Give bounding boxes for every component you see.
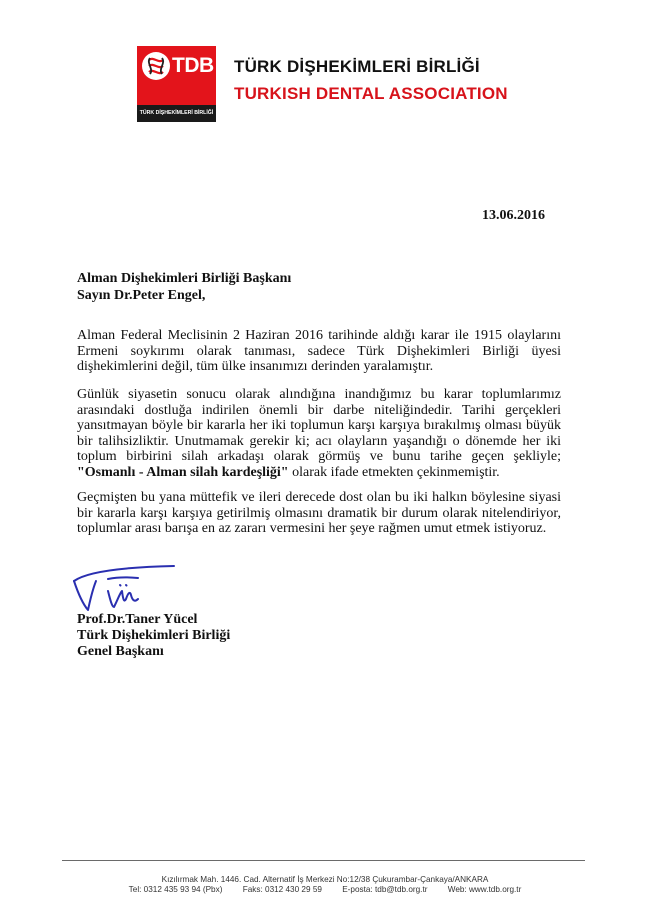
salutation: Sayın Dr.Peter Engel, [77, 288, 206, 303]
tdb-logo [137, 46, 216, 122]
organization-name-turkish: TÜRK DİŞHEKİMLERİ BİRLİĞİ [234, 57, 480, 76]
recipient-block [77, 270, 291, 304]
logo-abbreviation: TDB [172, 54, 214, 77]
signer-block [77, 612, 230, 660]
emphasized-quote: "Osmanlı - Alman silah kardeşliği" [77, 464, 289, 480]
footer-fax: Faks: 0312 430 29 59 [242, 885, 322, 894]
signer-position: Genel Başkanı [77, 644, 164, 659]
body-paragraph-2 [77, 387, 561, 481]
organization-name-english: TURKISH DENTAL ASSOCIATION [234, 84, 508, 103]
footer-phone: Tel: 0312 435 93 94 (Pbx) [128, 885, 223, 894]
footer-website[interactable]: Web: www.tdb.org.tr [447, 885, 522, 894]
paragraph-text: olarak ifade etmekten çekinmemiştir. [288, 464, 500, 480]
recipient-title: Alman Dişhekimleri Birliği Başkanı [77, 271, 292, 286]
letter-date: 13.06.2016 [482, 208, 545, 223]
signer-name: Prof.Dr.Taner Yücel [77, 612, 198, 627]
body-paragraph-1 [77, 328, 561, 375]
tdb-emblem-icon [141, 51, 171, 81]
footer-email[interactable]: E-posta: tdb@tdb.org.tr [342, 885, 428, 894]
body-paragraph-3 [77, 490, 561, 537]
paragraph-text: Günlük siyasetin sonucu olarak alındığına inandığımız bu karar toplumlarımız arasındaki dostluğa indirilen önemli bir darbe niteliğindedir. Tarihi gerçekleri yansıtmayan böyle bir kararla her iki toplumun karşı karşıya bırakılmış olması büyük bir talihsizliktir. Unutmamak gerekir ki; acı olayların yaşandığı o dönemde her iki toplum birbirini silah arkadaşı olarak görmüş ve bunu tarihe geçen şekliyle; [77, 387, 561, 465]
signer-organization: Türk Dişhekimleri Birliği [77, 628, 231, 643]
paragraph-text: Alman Federal Meclisinin 2 Haziran 2016 tarihinde aldığı karar ile 1915 olaylarını Ermeni soykırımı olarak tanıması, sadece Türk Dişhekimleri Birliği üyesi dişhekimlerini değil, tüm ülke insanımızı derinden yaralamıştır. [77, 328, 561, 375]
footer-address: Kızılırmak Mah. 1446. Cad. Alternatif İş Merkezi No:12/38 Çukurambar-Çankaya/ANKARA [161, 875, 489, 884]
paragraph-text: Geçmişten bu yana müttefik ve ileri derecede dost olan bu iki halkın böylesine siyasi bir kararla karşı karşıya getirilmiş olmasını dramatik bir durum olarak nitelendiriyor, toplumlar arası barışa en az zararı vermesini her şeye rağmen umut etmek istiyoruz. [77, 490, 561, 537]
handwritten-signature [68, 563, 178, 613]
footer-divider [62, 860, 585, 861]
logo-band-text: TÜRK DİŞHEKİMLERİ BİRLİĞİ [137, 105, 216, 122]
footer-contacts [0, 885, 650, 894]
